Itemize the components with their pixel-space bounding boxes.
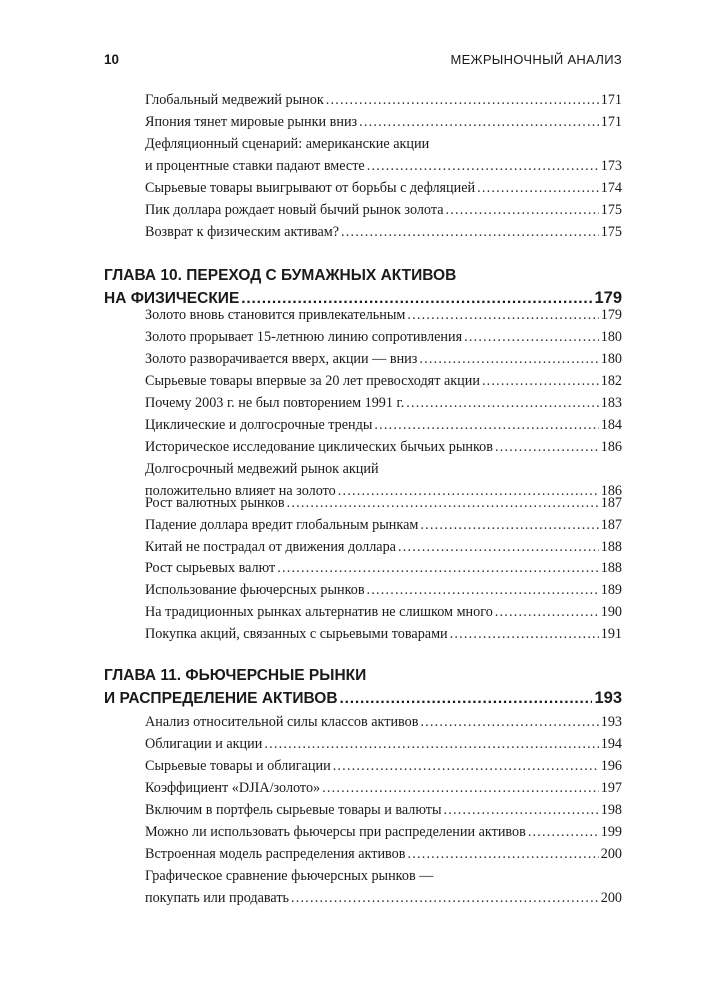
toc-entry-page: 186 [600,483,622,499]
toc-entry-title-line1: Графическое сравнение фьючерсных рынков — [145,868,434,884]
toc-entry[interactable] [145,221,622,243]
toc-entry-title: Рост валютных рынков [145,495,285,511]
leader-dots [477,177,599,199]
toc-entry-page: 184 [600,417,622,433]
toc-entry-title-line1: Дефляционный сценарий: американские акции [145,136,430,152]
leader-dots [264,733,598,755]
leader-dots [420,711,598,733]
toc-entry[interactable] [145,799,622,821]
leader-dots [340,687,593,710]
leader-dots [446,199,599,221]
toc-entry-title: Сырьевые товары выигрывают от борьбы с дефляцией [145,180,476,196]
leader-dots [367,155,599,177]
toc-entry[interactable] [145,821,622,843]
toc-entry[interactable] [145,865,622,909]
toc-entry-title: Рост сырьевых валют [145,560,276,576]
chapter-title-line1: ГЛАВА 11. ФЬЮЧЕРСНЫЕ РЫНКИ [104,667,367,684]
leader-dots [341,221,599,243]
leader-dots [528,821,599,843]
toc-entry-title: Возврат к физическим активам? [145,224,340,240]
toc-entry-title: положительно влияет на золото [145,483,336,499]
toc-entry[interactable] [145,579,622,601]
toc-entry-page: 193 [600,714,622,730]
leader-dots [277,557,599,579]
leader-dots [322,777,599,799]
chapter-page: 193 [594,689,622,707]
toc-entry[interactable] [145,370,622,392]
leader-dots [419,348,598,370]
toc-entry[interactable] [145,414,622,436]
toc-entry-page: 174 [600,180,622,196]
leader-dots [450,623,599,645]
toc-entry-title: Почему 2003 г. не был повторением 1991 г. [145,395,405,411]
toc-entry-page: 180 [600,351,622,367]
leader-dots [374,414,598,436]
toc-entry[interactable] [145,733,622,755]
toc-entry[interactable] [145,536,622,558]
running-head [104,52,622,67]
leader-dots [407,304,598,326]
chapter-title-line2: И РАСПРЕДЕЛЕНИЕ АКТИВОВ [104,690,338,707]
toc-entry-title: Циклические и долгосрочные тренды [145,417,373,433]
toc-entry-page: 171 [600,114,622,130]
toc-entry[interactable] [145,557,622,579]
toc-entry-title: Золото прорывает 15-летнюю линию сопротивления [145,329,463,345]
toc-entry-title: Коэффициент «DJIA/золото» [145,780,321,796]
toc-entry[interactable] [145,843,622,865]
toc-entry[interactable] [145,514,622,536]
toc-entry-page: 194 [600,736,622,752]
toc-entry-page: 190 [600,604,622,620]
toc-entry-page: 188 [600,539,622,555]
toc-entry-page: 199 [600,824,622,840]
toc-entry-title: и процентные ставки падают вместе [145,158,365,174]
toc-entry-title: Облигации и акции [145,736,263,752]
toc-entry-title: Встроенная модель распределения активов [145,846,406,862]
toc-entry-page: 182 [600,373,622,389]
toc-entry-page: 189 [600,582,622,598]
toc-entry-title: Анализ относительной силы классов активов [145,714,419,730]
toc-entry-title: Включим в портфель сырьевые товары и валюты [145,802,442,818]
toc-entry-title: Пик доллара рождает новый бычий рынок золота [145,202,444,218]
toc-entry[interactable] [145,89,622,111]
toc-entry-title: Глобальный медвежий рынок [145,92,324,108]
leader-dots [464,326,599,348]
leader-dots [482,370,599,392]
leader-dots [406,392,598,414]
toc-entry[interactable] [145,392,622,414]
toc-entry[interactable] [145,436,622,458]
toc-entry-page: 179 [600,307,622,323]
toc-entry-title: Япония тянет мировые рынки вниз [145,114,358,130]
toc-entry[interactable] [145,755,622,777]
leader-dots [495,436,599,458]
leader-dots [398,536,599,558]
leader-dots [291,887,599,909]
toc-entry-page: 183 [600,395,622,411]
toc-entry[interactable] [145,111,622,133]
toc-entry-title: Покупка акций, связанных с сырьевыми товарами [145,626,448,642]
toc-entry-title: Золото вновь становится привлекательным [145,307,406,323]
toc-entry-title: Китай не пострадал от движения доллара [145,539,396,555]
leader-dots [420,514,598,536]
toc-entry-page: 180 [600,329,622,345]
toc-entry-page: 196 [600,758,622,774]
toc-entry-page: 197 [600,780,622,796]
toc-entry-page: 175 [600,202,622,218]
leader-dots [444,799,599,821]
toc-entry-page: 200 [600,846,622,862]
toc-entry-page: 171 [600,92,622,108]
toc-entry[interactable] [145,199,622,221]
toc-entry-page: 173 [600,158,622,174]
toc-entry[interactable] [145,348,622,370]
toc-entry-page: 188 [600,560,622,576]
toc-entry-title: Золото разворачивается вверх, акции — вниз [145,351,418,367]
toc-entry-page: 200 [600,890,622,906]
leader-dots [333,755,599,777]
toc-entry[interactable] [145,623,622,645]
leader-dots [359,111,599,133]
toc-entry[interactable] [145,133,622,177]
toc-entry-page: 187 [600,517,622,533]
chapter-11-heading[interactable] [104,664,622,710]
toc-entry-page: 191 [600,626,622,642]
toc-entry[interactable] [145,304,622,326]
toc-entry-page: 187 [600,495,622,511]
toc-entry-title: Можно ли использовать фьючерсы при распределении активов [145,824,526,840]
chapter-page: 179 [594,289,622,307]
toc-entry[interactable] [145,711,622,733]
leader-dots [495,601,599,623]
running-title: МЕЖРЫНОЧНЫЙ АНАЛИЗ [450,52,622,67]
leader-dots [367,579,599,601]
leader-dots [326,89,599,111]
toc-entry-page: 175 [600,224,622,240]
toc-entry-title: На традиционных рынках альтернатив не слишком много [145,604,493,620]
leader-dots [407,843,598,865]
toc-entry[interactable] [145,326,622,348]
leader-dots [287,492,599,514]
toc-entry-page: 186 [600,439,622,455]
chapter-title-line2: НА ФИЗИЧЕСКИЕ [104,290,240,307]
toc-entry-page: 198 [600,802,622,818]
toc-entry[interactable] [145,177,622,199]
toc-entry-title: Использование фьючерсных рынков [145,582,365,598]
toc-entry[interactable] [145,492,622,514]
toc-entry-title-line1: Долгосрочный медвежий рынок акций [145,461,379,477]
toc-entry-title: Сырьевые товары и облигации [145,758,331,774]
chapter-title-line1: ГЛАВА 10. ПЕРЕХОД С БУМАЖНЫХ АКТИВОВ [104,267,457,284]
page-number: 10 [104,52,120,67]
toc-entry-title: Историческое исследование циклических бычьих рынков [145,439,493,455]
toc-entry-title: Падение доллара вредит глобальным рынкам [145,517,419,533]
toc-entry-title: покупать или продавать [145,890,290,906]
toc-entry[interactable] [145,777,622,799]
toc-entry[interactable] [145,601,622,623]
toc-entry-title: Сырьевые товары впервые за 20 лет превосходят акции [145,373,480,389]
